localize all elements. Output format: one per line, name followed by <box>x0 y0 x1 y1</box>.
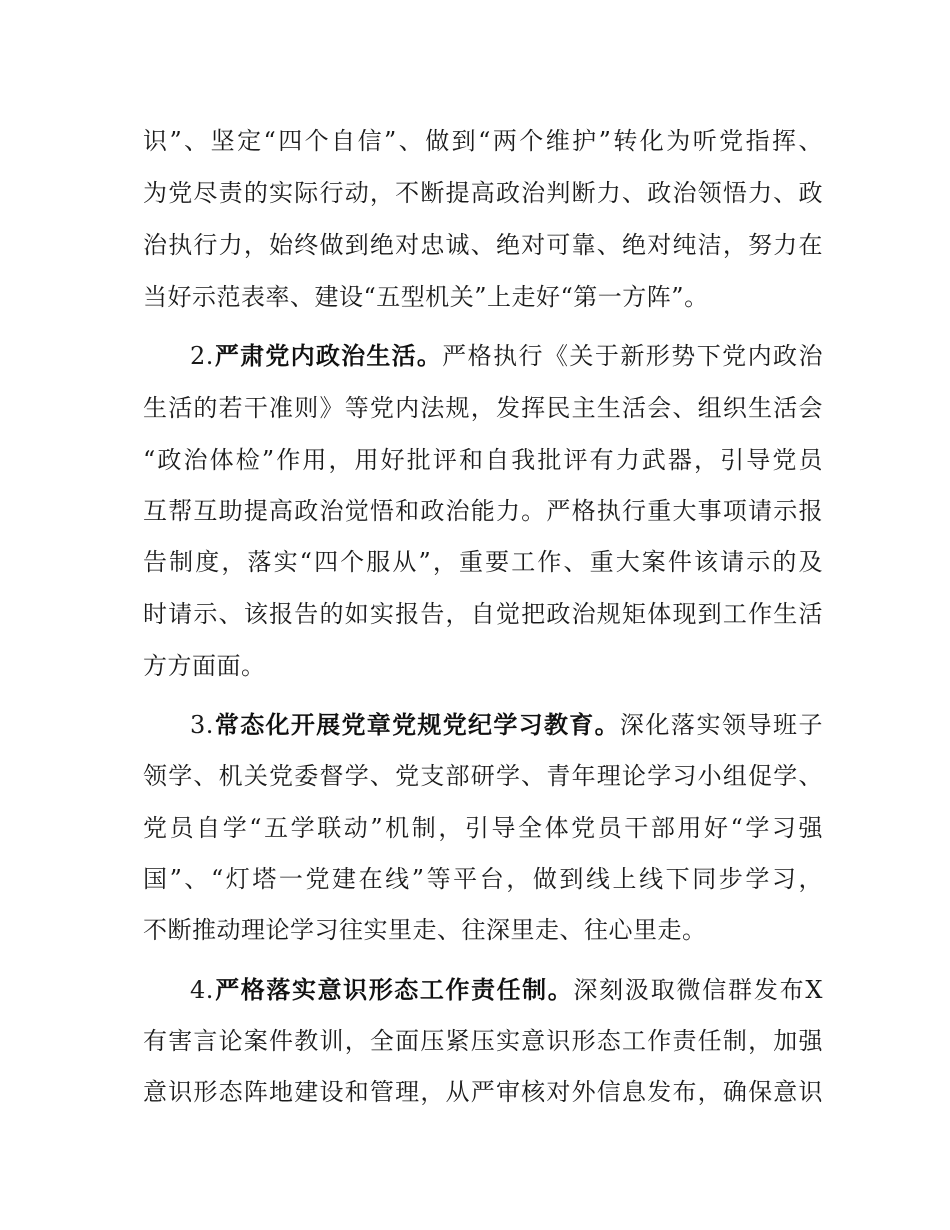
paragraph-line: 当好示范表率、建设“五型机关”上走好“第一方阵”。 <box>143 283 709 311</box>
paragraph-line: 识”、坚定“四个自信”、做到“两个维护”转化为听党指挥、 <box>143 127 823 155</box>
paragraph-line: 国”、“灯塔一党建在线”等平台，做到线上线下同步学习， <box>143 865 823 893</box>
paragraph-line: “政治体检”作用，用好批评和自我批评有力武器，引导党员 <box>143 446 823 474</box>
paragraph-line: 意识形态阵地建设和管理，从严审核对外信息发布，确保意识 <box>143 1078 823 1106</box>
item-2-first-line <box>190 336 823 376</box>
item-2-number: 2. <box>190 342 214 370</box>
item-4-heading: 严格落实意识形态工作责任制。 <box>213 976 574 1004</box>
item-4-number: 4. <box>190 976 214 1004</box>
item-3-text: 深化落实领导班子 <box>619 711 823 739</box>
item-3-heading: 常态化开展党章党规党纪学习教育。 <box>213 711 620 739</box>
item-4-text: 深刻汲取微信群发布X <box>573 976 823 1004</box>
item-4-first-line <box>190 970 823 1010</box>
paragraph-line: 领学、机关党委督学、党支部研学、青年理论学习小组促学、 <box>143 762 823 790</box>
paragraph-line: 有害言论案件教训，全面压紧压实意识形态工作责任制，加强 <box>143 1027 823 1055</box>
paragraph-line: 党员自学“五学联动”机制，引导全体党员干部用好“学习强 <box>143 814 823 842</box>
item-2-text: 严格执行《关于新形势下党内政治 <box>442 342 824 370</box>
paragraph-line: 生活的若干准则》等党内法规，发挥民主生活会、组织生活会 <box>143 394 823 422</box>
item-2-heading: 严肃党内政治生活。 <box>213 342 443 370</box>
paragraph-line: 时请示、该报告的如实报告，自觉把政治规矩体现到工作生活 <box>143 600 823 628</box>
paragraph-line: 为党尽责的实际行动，不断提高政治判断力、政治领悟力、政 <box>143 179 823 207</box>
paragraph-line: 互帮互助提高政治觉悟和政治能力。严格执行重大事项请示报 <box>143 497 823 525</box>
paragraph-line: 不断推动理论学习往实里走、往深里走、往心里走。 <box>143 916 707 944</box>
item-3-first-line <box>190 705 823 745</box>
paragraph-line: 告制度，落实“四个服从”，重要工作、重大案件该请示的及 <box>143 548 823 576</box>
item-3-number: 3. <box>190 711 214 739</box>
paragraph-line: 治执行力，始终做到绝对忠诚、绝对可靠、绝对纯洁，努力在 <box>143 231 823 259</box>
paragraph-line: 方方面面。 <box>143 652 266 680</box>
